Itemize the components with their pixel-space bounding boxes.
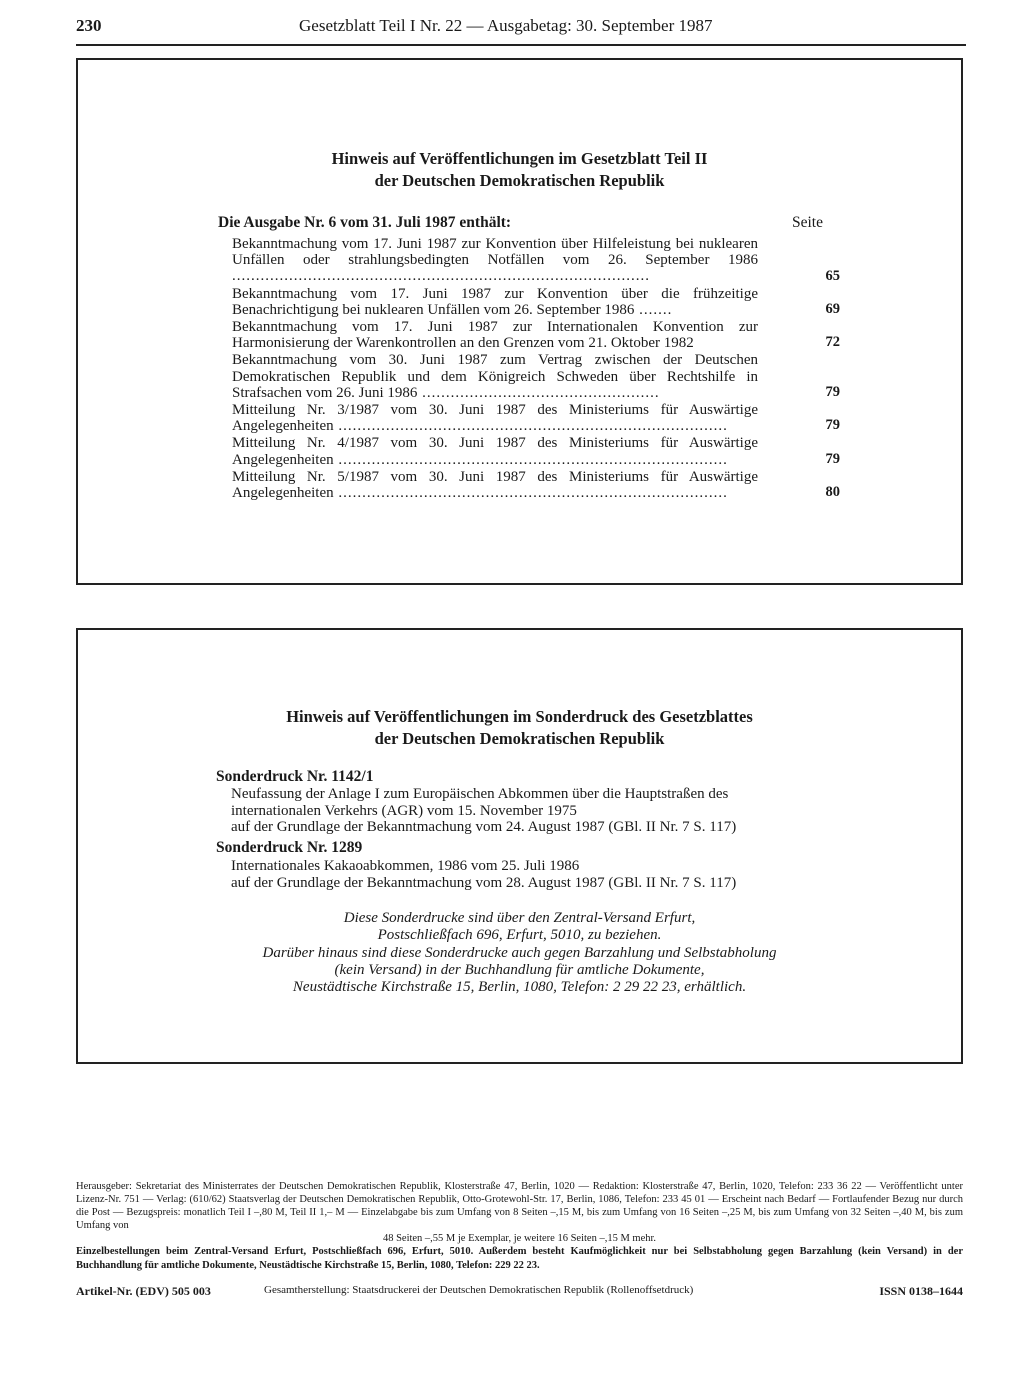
notice-line: (kein Versand) in der Buchhandlung für amtliche Dokumente, [334, 962, 705, 978]
contents-list [232, 236, 842, 502]
page-number: 230 [76, 16, 102, 35]
list-item [232, 286, 842, 318]
entry-page: 72 [825, 334, 840, 351]
leader-dots: .................................................................................. [333, 418, 728, 435]
list-item [232, 469, 842, 501]
list-item [232, 352, 842, 401]
notice-line: Darüber hinaus sind diese Sonderdrucke auch gegen Barzahlung und Selbstabholung [262, 945, 777, 961]
imprint [76, 1180, 963, 1272]
leader-dots: ....... [634, 301, 673, 318]
entry-page: 65 [825, 267, 840, 284]
entry-text: Mitteilung Nr. 4/1987 vom 30. Juni 1987 des Ministeriums für Auswärtige Angelegenheiten [232, 435, 758, 468]
list-item [232, 236, 842, 285]
sonderdruck-box [76, 628, 963, 1064]
box2-heading-line1: Hinweis auf Veröffentlichungen im Sonderdruck des Gesetzblattes [286, 707, 753, 726]
page-header [76, 14, 966, 46]
sd1-line: auf der Grundlage der Bekanntmachung vom 24. August 1987 (GBl. II Nr. 7 S. 117) [231, 819, 737, 835]
sonderdruck-2-title: Sonderdruck Nr. 1289 [216, 839, 363, 856]
notice-line: Neustädtische Kirchstraße 15, Berlin, 1080, Telefon: 2 29 22 23, erhältlich. [292, 979, 747, 995]
issn: ISSN 0138–1644 [879, 1284, 963, 1298]
box1-heading [78, 148, 961, 192]
ordering-notice [78, 910, 961, 944]
imprint-paragraph-end: 48 Seiten –,55 M je Exemplar, je weitere 16 Seiten –,15 M mehr. [382, 1233, 657, 1245]
leader-dots: .................................................................................. [333, 485, 728, 502]
list-item [232, 402, 842, 434]
entry-page: 79 [825, 417, 840, 434]
list-item [232, 435, 842, 467]
pickup-notice [78, 945, 961, 996]
entry-page: 79 [825, 384, 840, 401]
sonderdruck-2-description [231, 858, 823, 891]
sonderdruck-1-title: Sonderdruck Nr. 1142/1 [216, 768, 374, 785]
entry-text: Bekanntmachung vom 17. Juni 1987 zur Konvention über die frühzeitige Benachrichtigung bei nuklearen Unfällen vom 26. September 1986 [232, 285, 758, 318]
box2-heading-line2: der Deutschen Demokratischen Republik [374, 729, 665, 748]
issue-line: Die Ausgabe Nr. 6 vom 31. Juli 1987 enthält: [218, 214, 512, 231]
sd2-line: auf der Grundlage der Bekanntmachung vom 28. August 1987 (GBl. II Nr. 7 S. 117) [231, 874, 737, 891]
entry-page: 80 [825, 484, 840, 501]
box1-heading-line2: der Deutschen Demokratischen Republik [374, 171, 665, 190]
entry-text: Bekanntmachung vom 17. Juni 1987 zur Konvention über Hilfeleistung bei nuklearen Unfällen oder strahlungsbedingten Notfällen vom 26. September 1986 [232, 236, 758, 269]
entry-text: Bekanntmachung vom 30. Juni 1987 zum Vertrag zwischen der Deutschen Demokratischen Republik und dem Königreich Schweden über Rechtshilfe in Strafsachen vom 26. Juni 1986 [232, 352, 758, 401]
notice-line: Postschließfach 696, Erfurt, 5010, zu beziehen. [377, 927, 662, 943]
sd1-line: Neufassung der Anlage I zum Europäischen Abkommen über die Hauptstraßen des [231, 786, 729, 802]
sd1-line: internationalen Verkehrs (AGR) vom 15. November 1975 [231, 802, 577, 819]
entry-text: Bekanntmachung vom 17. Juni 1987 zur Internationalen Konvention zur Harmonisierung der Warenkontrollen an den Grenzen vom 21. Oktober 1982 [232, 319, 758, 352]
entry-text: Mitteilung Nr. 3/1987 vom 30. Juni 1987 des Ministeriums für Auswärtige Angelegenheiten [232, 402, 758, 435]
box1-heading-line1: Hinweis auf Veröffentlichungen im Gesetzblatt Teil II [331, 149, 708, 168]
header-title: Gesetzblatt Teil I Nr. 22 — Ausgabetag: 30. September 1987 [299, 16, 713, 35]
entry-page: 69 [825, 301, 840, 318]
article-number: Artikel-Nr. (EDV) 505 003 [76, 1284, 211, 1298]
entry-text: Mitteilung Nr. 5/1987 vom 30. Juni 1987 des Ministeriums für Auswärtige Angelegenheiten [232, 468, 758, 502]
notice-line: Diese Sonderdrucke sind über den Zentral-Versand Erfurt, [343, 910, 696, 926]
sd2-line: Internationales Kakaoabkommen, 1986 vom 25. Juli 1986 [231, 858, 580, 874]
box2-heading [78, 706, 961, 750]
imprint-paragraph: Herausgeber: Sekretariat des Ministerrates der Deutschen Demokratischen Republik, Klosterstraße 47, Berlin, 1020 — Redaktion: Klosterstraße 47, Berlin, 1020, Telefon: 233 36 22 — Veröffentlicht unter Lizenz-Nr. 751 — Verlag: (610/62) Staatsverlag der Deutschen Demokratischen Republik, Otto-Grotewohl-Str. 17, Berlin, 1086, Telefon: 233 45 01 — Erscheint nach Bedarf — Fortlaufender Bezug nur durch die Post — Bezugspreis: monatlich Teil I –,80 M, Teil II 1,– M — Einzelabgabe bis zum Umfang von 8 Seiten –,15 M, bis zum Umfang von 16 Seiten –,25 M, bis zum Umfang von 32 Seiten –,40 M, bis zum Umfang von [76, 1181, 963, 1232]
leader-dots: .................................................. [417, 384, 660, 401]
list-item [232, 319, 842, 351]
gesetzblatt-teil-ii-box [76, 58, 963, 585]
printer-info: Gesamtherstellung: Staatsdruckerei der Deutschen Demokratischen Republik (Rollenoffsetdruck) [264, 1284, 694, 1296]
leader-dots: ........................................................................................ [232, 268, 650, 285]
leader-dots: .................................................................................. [333, 451, 728, 468]
sonderdruck-1-description [231, 786, 823, 836]
entry-page: 79 [825, 450, 840, 467]
imprint-ordering: Einzelbestellungen beim Zentral-Versand Erfurt, Postschließfach 696, Erfurt, 5010. Außerdem besteht Kaufmöglichkeit nur bei Selbstabholung gegen Barzahlung (kein Versand) in der Buchhandlung für amtliche Dokumente, Neustädtische Kirchstraße 15, Berlin, 1080, Telefon: 229 22 23. [76, 1246, 963, 1271]
seite-label: Seite [792, 214, 823, 231]
